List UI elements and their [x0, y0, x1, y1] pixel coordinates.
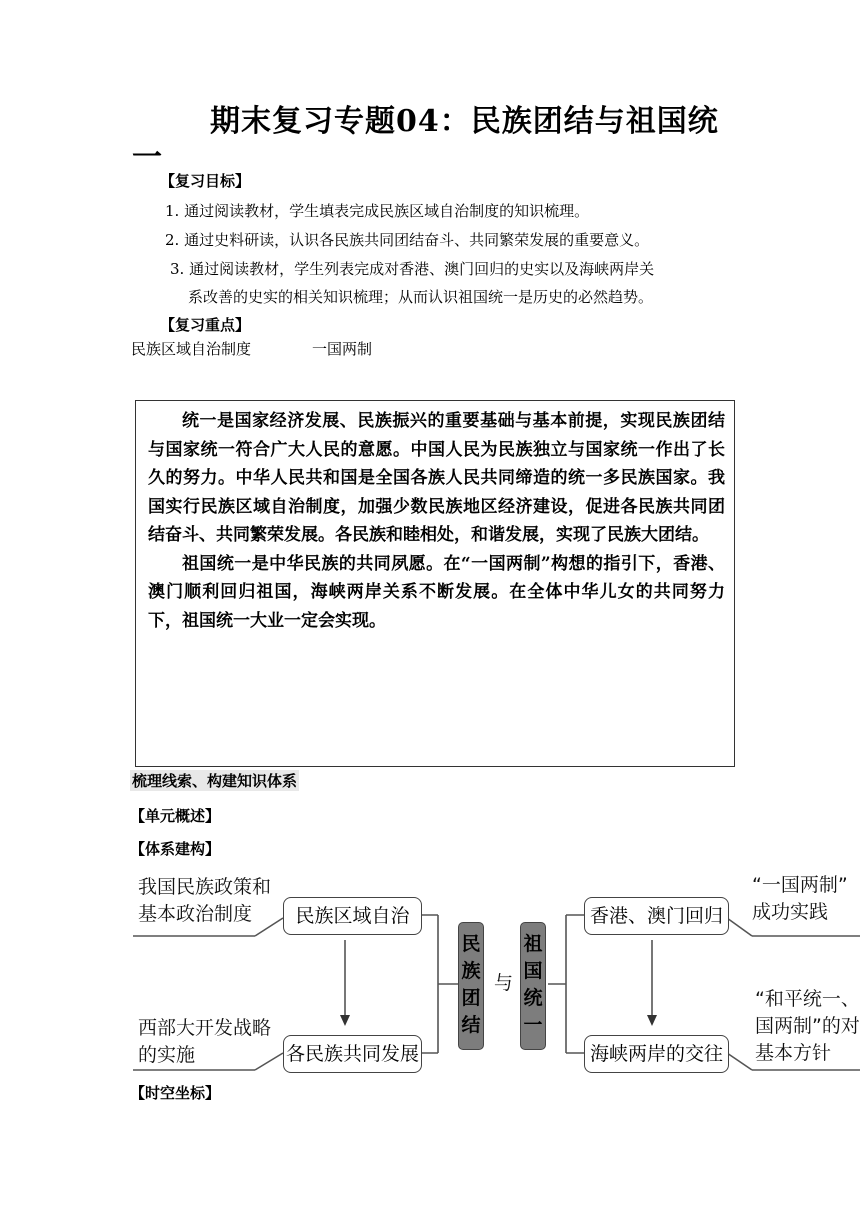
box-hk-macao-return: 香港、澳门回归 [584, 897, 729, 935]
right-bottom-note: “和平统一、 国两制”的对 基本方针 [755, 988, 860, 1064]
concept-diagram [0, 860, 860, 1085]
vbox-national-reunification: 祖 国 统 一 [520, 922, 546, 1050]
right-top-note: “一国两制” 成功实践 [752, 874, 848, 923]
page-title-line1: 期末复习专题04：民族团结与祖国统 [210, 104, 719, 139]
review-goals-heading: 【复习目标】 [160, 172, 251, 190]
goal-item-2: 2. 通过史料研读，认识各民族共同团结奋斗、共同繁荣发展的重要意义。 [165, 231, 650, 249]
left-top-note: 我国民族政策和 基本政治制度 [138, 876, 272, 925]
focus-item-1: 民族区域自治制度 [131, 340, 252, 358]
box-regional-autonomy: 民族区域自治 [283, 897, 422, 935]
box-common-development: 各民族共同发展 [283, 1035, 422, 1073]
focus-item-2: 一国两制 [312, 340, 373, 358]
vbox-ethnic-unity: 民 族 团 结 [458, 922, 484, 1050]
unit-overview-heading: 【单元概述】 [130, 807, 221, 825]
intro-paragraph-2: 祖国统一是中华民族的共同夙愿。在“一国两制”构想的指引下，香港、澳门顺利回归祖国，海峡两岸关系不断发展。在全体中华儿女的共同努力下，祖国统一大业一定会实现。 [148, 553, 725, 631]
section-heading: 梳理线索、构建知识体系 [132, 772, 298, 790]
left-bottom-note: 西部大开发战略 的实施 [138, 1017, 272, 1066]
goal-item-1: 1. 通过阅读教材，学生填表完成民族区域自治制度的知识梳理。 [165, 202, 590, 220]
goal-item-3: 3. 通过阅读教材，学生列表完成对香港、澳门回归的史实以及海峡两岸关 [170, 260, 655, 278]
review-focus-heading: 【复习重点】 [160, 316, 251, 334]
intro-box [135, 400, 735, 767]
intro-paragraph-1: 统一是国家经济发展、民族振兴的重要基础与基本前提，实现民族团结与国家统一符合广大人民的意愿。中国人民为民族独立与国家统一作出了长久的努力。中华人民共和国是全国各族人民共同缔造的统一多民族国家。我国实行民族区域自治制度，加强少数民族地区经济建设，促进各民族共同团结奋斗、共同繁荣发展。各民族和睦相处，和谐发展，实现了民族大团结。 [148, 411, 725, 545]
goal-item-3-cont: 系改善的史实的相关知识梳理；从而认识祖国统一是历史的必然趋势。 [188, 288, 654, 306]
box-cross-strait-exchange: 海峡两岸的交往 [584, 1035, 729, 1073]
page-title-line2: 一 [132, 140, 162, 175]
connector-and: 与 [494, 972, 514, 994]
time-space-heading: 【时空坐标】 [130, 1084, 221, 1102]
diagram-lines [0, 860, 860, 1085]
system-build-heading: 【体系建构】 [130, 840, 221, 858]
